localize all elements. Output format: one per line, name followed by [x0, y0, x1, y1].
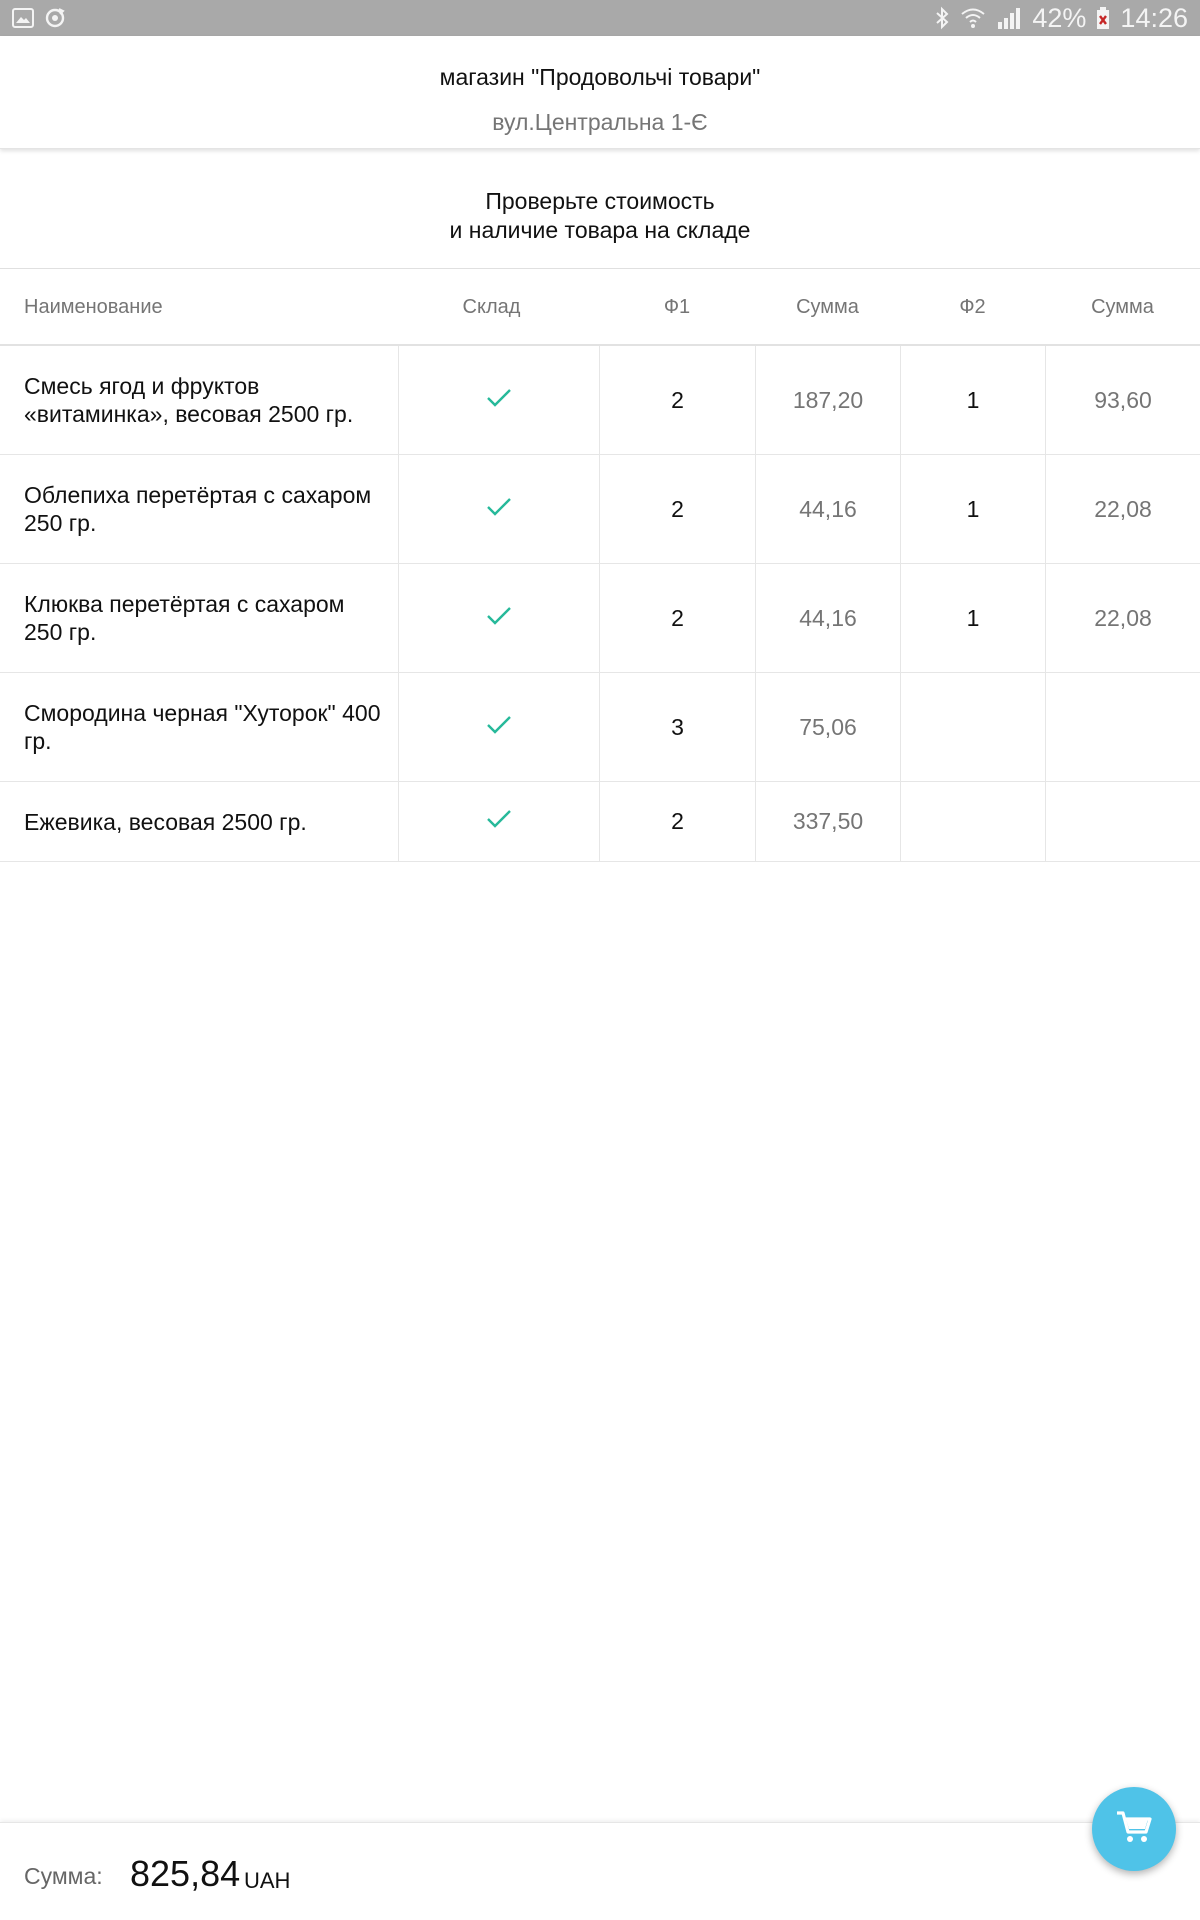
f1-qty: 2 [599, 346, 755, 454]
f1-qty: 2 [599, 455, 755, 563]
product-name: Ежевика, весовая 2500 гр. [24, 808, 307, 835]
stock-status [398, 782, 599, 861]
clock-time: 14:26 [1120, 2, 1188, 33]
total-label: Сумма: [24, 1863, 103, 1889]
stock-status [398, 455, 599, 563]
product-name: Смородина черная "Хуторок" 400 гр. [24, 700, 381, 754]
battery-percent: 42% [1032, 2, 1087, 33]
table-header [0, 269, 1200, 346]
table-row[interactable] [0, 673, 1200, 782]
f1-sum: 187,20 [755, 346, 900, 454]
header-f1: Ф1 [663, 296, 691, 318]
table-row[interactable] [0, 564, 1200, 673]
f1-sum: 337,50 [755, 782, 900, 861]
table-row[interactable] [0, 782, 1200, 862]
f2-sum: 22,08 [1045, 564, 1200, 672]
status-bar [0, 0, 1200, 36]
f2-qty [900, 673, 1045, 781]
battery-icon [1096, 6, 1110, 30]
f1-qty: 2 [599, 782, 755, 861]
f2-qty: 1 [900, 564, 1045, 672]
product-name: Клюква перетёртая с сахаром 250 гр. [24, 591, 345, 645]
f1-qty: 3 [599, 673, 755, 781]
header-sum1: Сумма [796, 296, 859, 318]
check-icon [486, 496, 512, 523]
notice-line-1: Проверьте стоимость [485, 188, 715, 214]
table-row[interactable] [0, 455, 1200, 564]
stock-status [398, 673, 599, 781]
store-name: магазин "Продовольчі товари" [439, 64, 761, 90]
f1-qty: 2 [599, 564, 755, 672]
f1-sum: 44,16 [755, 455, 900, 563]
f2-qty [900, 782, 1045, 861]
header-f2: Ф2 [959, 296, 986, 318]
order-table [0, 269, 1200, 862]
currency-label: UAH [244, 1868, 291, 1893]
gallery-icon [12, 8, 34, 28]
f2-sum [1045, 782, 1200, 861]
cart-button[interactable] [1092, 1787, 1176, 1871]
store-address: вул.Центральна 1-Є [492, 109, 708, 135]
f2-sum [1045, 673, 1200, 781]
header-sum2: Сумма [1091, 296, 1154, 318]
product-name: Смесь ягод и фруктов «витаминка», весовая 2500 гр. [24, 373, 354, 427]
f2-qty: 1 [900, 455, 1045, 563]
store-header [0, 36, 1200, 149]
check-icon [486, 808, 512, 835]
stock-status [398, 564, 599, 672]
f1-sum: 44,16 [755, 564, 900, 672]
total-value: 825,84 [130, 1853, 241, 1894]
stock-check-notice [0, 153, 1200, 269]
bluetooth-icon [934, 6, 950, 30]
f1-sum: 75,06 [755, 673, 900, 781]
check-icon [486, 387, 512, 414]
f2-sum: 93,60 [1045, 346, 1200, 454]
product-name: Облепиха перетёртая с сахаром 250 гр. [24, 482, 372, 536]
f2-qty: 1 [900, 346, 1045, 454]
notice-line-2: и наличие товара на складе [449, 217, 751, 243]
sync-icon [44, 7, 66, 29]
check-icon [486, 714, 512, 741]
f2-sum: 22,08 [1045, 455, 1200, 563]
header-name: Наименование [24, 296, 163, 318]
check-icon [486, 605, 512, 632]
total-bar [0, 1822, 1200, 1920]
wifi-icon [960, 7, 986, 29]
signal-icon [996, 6, 1022, 30]
cart-icon [1115, 1809, 1153, 1850]
header-stock: Склад [462, 296, 521, 318]
stock-status [398, 346, 599, 454]
table-row[interactable] [0, 346, 1200, 455]
